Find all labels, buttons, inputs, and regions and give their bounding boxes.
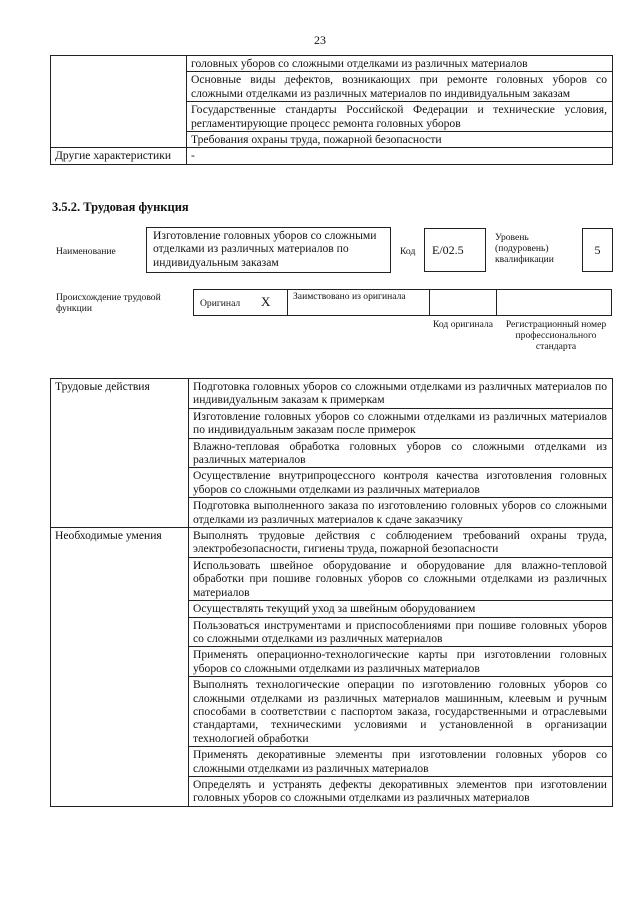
section-title: 3.5.2. Трудовая функция [52, 200, 189, 214]
knowledge-item: головных уборов со сложными отделками из различных материалов [187, 56, 613, 72]
labor-actions-label: Трудовые действия [51, 379, 189, 528]
code-label: Код [400, 246, 416, 257]
required-skills-label: Необходимые умения [51, 528, 189, 807]
labor-action-item: Осуществление внутрипроцессного контроля качества изготовления головных уборов со сложными отделками из различных материалов [189, 468, 613, 498]
labor-action-item: Влажно-тепловая обработка головных уборов со сложными отделками из различных материалов [189, 438, 613, 468]
level-value-box: 5 [582, 228, 613, 272]
knowledge-item: Основные виды дефектов, возникающих при ремонте головных уборов со сложными отделками из различных материалов по индивидуальным заказам [187, 72, 613, 102]
name-label: Наименование [56, 246, 116, 257]
skill-item: Использовать швейное оборудование и оборудование для влажно-тепловой обработки при пошиве головных уборов со сложными отделками из различных материалов [189, 557, 613, 600]
code-value-box: E/02.5 [424, 228, 486, 272]
level-label: Уровень (подуровень) квалификации [495, 232, 554, 265]
skill-item: Применять декоративные элементы при изготовлении головных уборов со сложными отделками из различных материалов [189, 747, 613, 777]
skill-item: Пользоваться инструментами и приспособлениями при пошиве головных уборов со сложными отделками из различных материалов [189, 617, 613, 647]
function-name-box: Изготовление головных уборов со сложными отделками из различных материалов по индивидуальным заказам [146, 227, 391, 273]
other-characteristics-value: - [187, 148, 613, 164]
original-mark: X [261, 294, 271, 309]
original-label: Оригинал [200, 298, 241, 309]
continuation-table [50, 55, 613, 165]
skill-item: Применять операционно-технологические карты при изготовлении головных уборов со сложными отделками из различных материалов [189, 647, 613, 677]
labor-action-item: Подготовка головных уборов со сложными отделками из различных материалов по индивидуальным заказам к примеркам [189, 379, 613, 409]
reg-number-caption: Регистрационный номер профессионального стандарта [505, 319, 607, 352]
other-characteristics-label: Другие характеристики [51, 148, 187, 164]
labor-action-item: Подготовка выполненного заказа по изготовлению головных уборов со сложными отделками из различных материалов к сдаче заказчику [189, 498, 613, 528]
skill-item: Осуществлять текущий уход за швейным оборудованием [189, 601, 613, 617]
labor-function-table [50, 378, 613, 807]
skill-item: Определять и устранять дефекты декоративных элементов при изготовлении головных уборов со сложными отделками из различных материалов [189, 776, 613, 806]
origin-divider [429, 289, 430, 316]
code-original-caption: Код оригинала [432, 319, 494, 330]
continuation-label-cell [51, 56, 187, 148]
origin-divider [287, 289, 288, 316]
origin-label: Происхождение трудовой функции [56, 292, 161, 314]
skill-item: Выполнять технологические операции по изготовлению головных уборов со сложными отделками из различных материалов машинным, клеевым и ручным способами в соответствии с паспортом заказа, государственными и отраслевыми стандартами, техническими условиями и установленной в организации технологией обработки [189, 677, 613, 747]
knowledge-item: Требования охраны труда, пожарной безопасности [187, 132, 613, 148]
page-number: 23 [314, 33, 326, 47]
origin-divider [496, 289, 497, 316]
labor-action-item: Изготовление головных уборов со сложными отделками из различных материалов по индивидуальным заказам после примерок [189, 408, 613, 438]
knowledge-item: Государственные стандарты Российской Федерации и технические условия, регламентирующие процесс ремонта головных уборов [187, 102, 613, 132]
borrowed-label: Заимствовано из оригинала [293, 291, 406, 302]
skill-item: Выполнять трудовые действия с соблюдением требований охраны труда, электробезопасности, гигиены труда, пожарной безопасности [189, 528, 613, 558]
